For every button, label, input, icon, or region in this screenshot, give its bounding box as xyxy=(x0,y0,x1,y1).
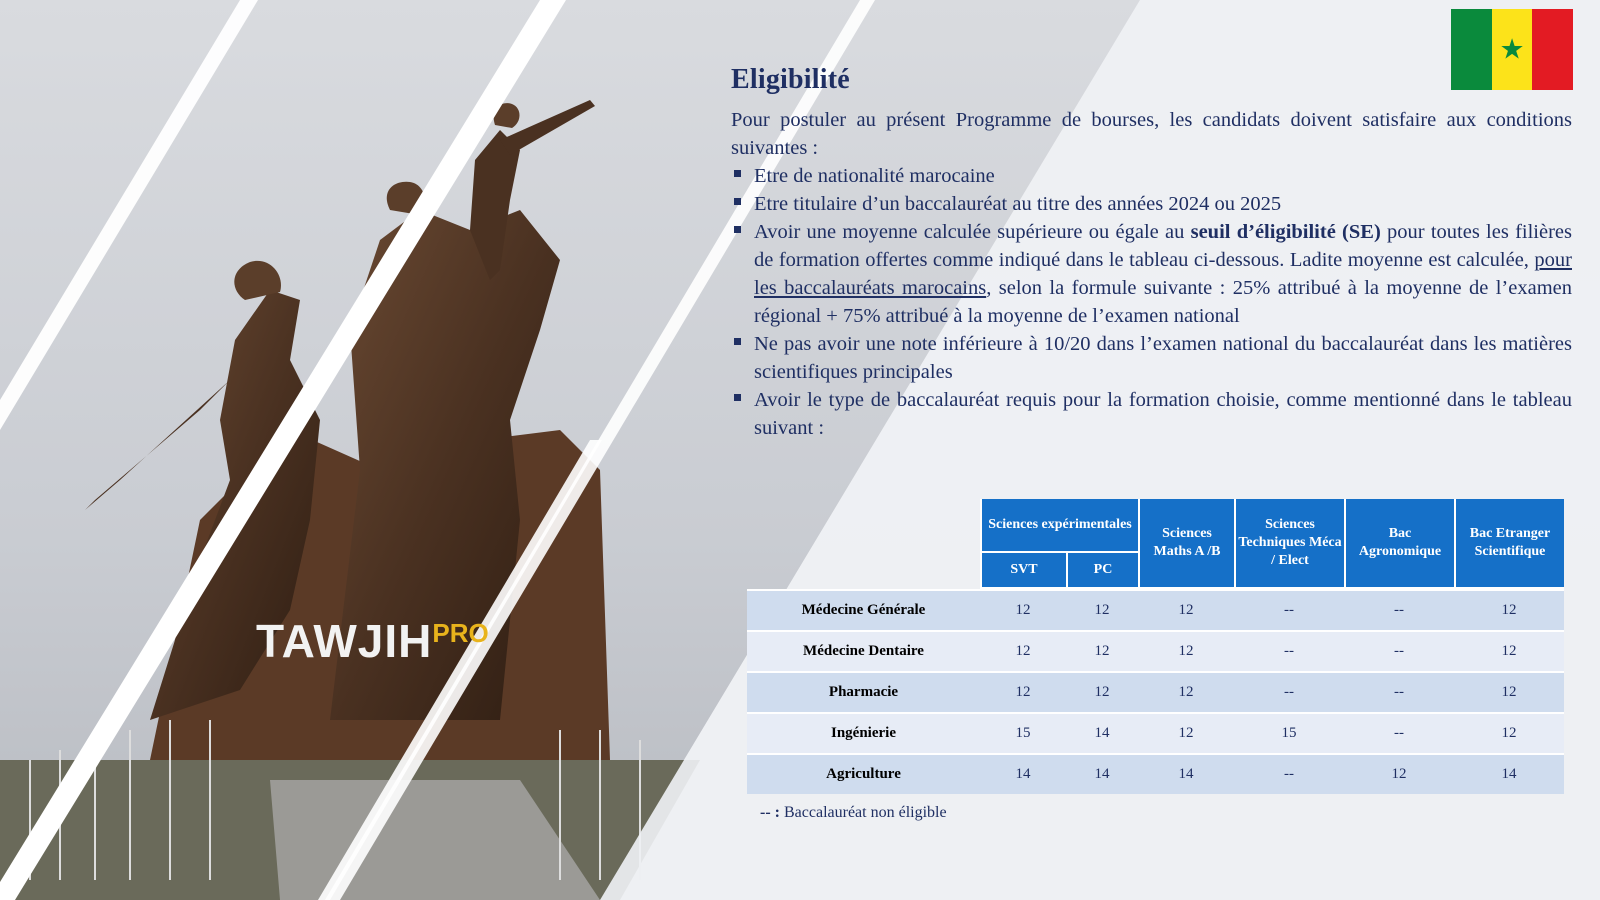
cell-svt: 15 xyxy=(980,712,1066,753)
star-icon: ★ xyxy=(1499,31,1525,65)
header-sciences-experimentales: Sciences expérimentales xyxy=(980,499,1138,553)
table-row xyxy=(747,671,1564,712)
cell-sm: 12 xyxy=(1138,630,1234,671)
list-item xyxy=(731,218,1572,330)
cell-etr: 14 xyxy=(1454,753,1564,794)
header-sciences-maths: Sciences Maths A /B xyxy=(1138,499,1234,589)
cell-svt: 12 xyxy=(980,671,1066,712)
footnote-symbol: -- : xyxy=(760,804,780,821)
row-label: Agriculture xyxy=(747,753,980,794)
cell-sm: 12 xyxy=(1138,589,1234,630)
cell-agro: -- xyxy=(1344,712,1454,753)
row-label: Médecine Générale xyxy=(747,589,980,630)
table-row xyxy=(747,712,1564,753)
cell-etr: 12 xyxy=(1454,589,1564,630)
list-item-underlined-text: pour les baccalauréats marocains xyxy=(754,249,1572,299)
cell-agro: -- xyxy=(1344,630,1454,671)
cell-pc: 12 xyxy=(1066,671,1138,712)
cell-pc: 14 xyxy=(1066,753,1138,794)
cell-sm: 12 xyxy=(1138,671,1234,712)
table-footnote xyxy=(760,804,947,822)
tawjihpro-logo xyxy=(256,614,489,668)
list-item-text: pour toutes les filières de formation offertes comme indiqué dans le tableau ci-dessous. Ladite moyenne est calculée, xyxy=(754,221,1572,271)
cell-agro: 12 xyxy=(1344,753,1454,794)
row-label: Pharmacie xyxy=(747,671,980,712)
header-bac-etranger: Bac Etranger Scientifique xyxy=(1454,499,1564,589)
logo-main-text: TAWJIH xyxy=(256,615,433,667)
list-item: Etre de nationalité marocaine xyxy=(731,162,1572,190)
cell-st: -- xyxy=(1234,589,1344,630)
cell-st: -- xyxy=(1234,671,1344,712)
cell-etr: 12 xyxy=(1454,630,1564,671)
cell-st: -- xyxy=(1234,753,1344,794)
table-row xyxy=(747,630,1564,671)
list-item: Ne pas avoir une note inférieure à 10/20 dans l’examen national du baccalauréat dans les matières scientifiques principales xyxy=(731,330,1572,386)
row-label: Médecine Dentaire xyxy=(747,630,980,671)
cell-sm: 14 xyxy=(1138,753,1234,794)
row-label: Ingénierie xyxy=(747,712,980,753)
cell-st: -- xyxy=(1234,630,1344,671)
header-bac-agronomique: Bac Agronomique xyxy=(1344,499,1454,589)
cell-svt: 14 xyxy=(980,753,1066,794)
cell-pc: 12 xyxy=(1066,589,1138,630)
cell-pc: 14 xyxy=(1066,712,1138,753)
footnote-text: Baccalauréat non éligible xyxy=(779,804,947,821)
intro-text: Pour postuler au présent Programme de bourses, les candidats doivent satisfaire aux conditions suivantes : xyxy=(731,109,1572,159)
cell-st: 15 xyxy=(1234,712,1344,753)
table-row xyxy=(747,589,1564,630)
table-corner xyxy=(747,499,980,589)
cell-sm: 12 xyxy=(1138,712,1234,753)
conditions-list xyxy=(731,162,1572,442)
header-svt: SVT xyxy=(980,553,1066,589)
table-body xyxy=(747,589,1564,794)
cell-etr: 12 xyxy=(1454,671,1564,712)
cell-pc: 12 xyxy=(1066,630,1138,671)
header-pc: PC xyxy=(1066,553,1138,589)
header-sciences-techniques: Sciences Techniques Méca / Elect xyxy=(1234,499,1344,589)
eligibility-section xyxy=(731,64,1572,442)
cell-agro: -- xyxy=(1344,671,1454,712)
eligibility-table xyxy=(747,499,1564,794)
cell-agro: -- xyxy=(1344,589,1454,630)
table-row xyxy=(747,753,1564,794)
list-item-text: Avoir une moyenne calculée supérieure ou égale au xyxy=(754,221,1191,243)
list-item-bold-text: seuil d’éligibilité (SE) xyxy=(1190,221,1381,243)
list-item: Etre titulaire d’un baccalauréat au titre des années 2024 ou 2025 xyxy=(731,190,1572,218)
list-item-text: , selon la formule suivante : 25% attribué à la moyenne de l’examen régional + 75% attribué à la moyenne de l’examen national xyxy=(754,277,1573,327)
page-title: Eligibilité xyxy=(731,64,850,95)
cell-svt: 12 xyxy=(980,630,1066,671)
cell-etr: 12 xyxy=(1454,712,1564,753)
list-item: Avoir le type de baccalauréat requis pour la formation choisie, comme mentionné dans le tableau suivant : xyxy=(731,386,1572,442)
cell-svt: 12 xyxy=(980,589,1066,630)
logo-pro-text: PRO xyxy=(432,618,489,648)
